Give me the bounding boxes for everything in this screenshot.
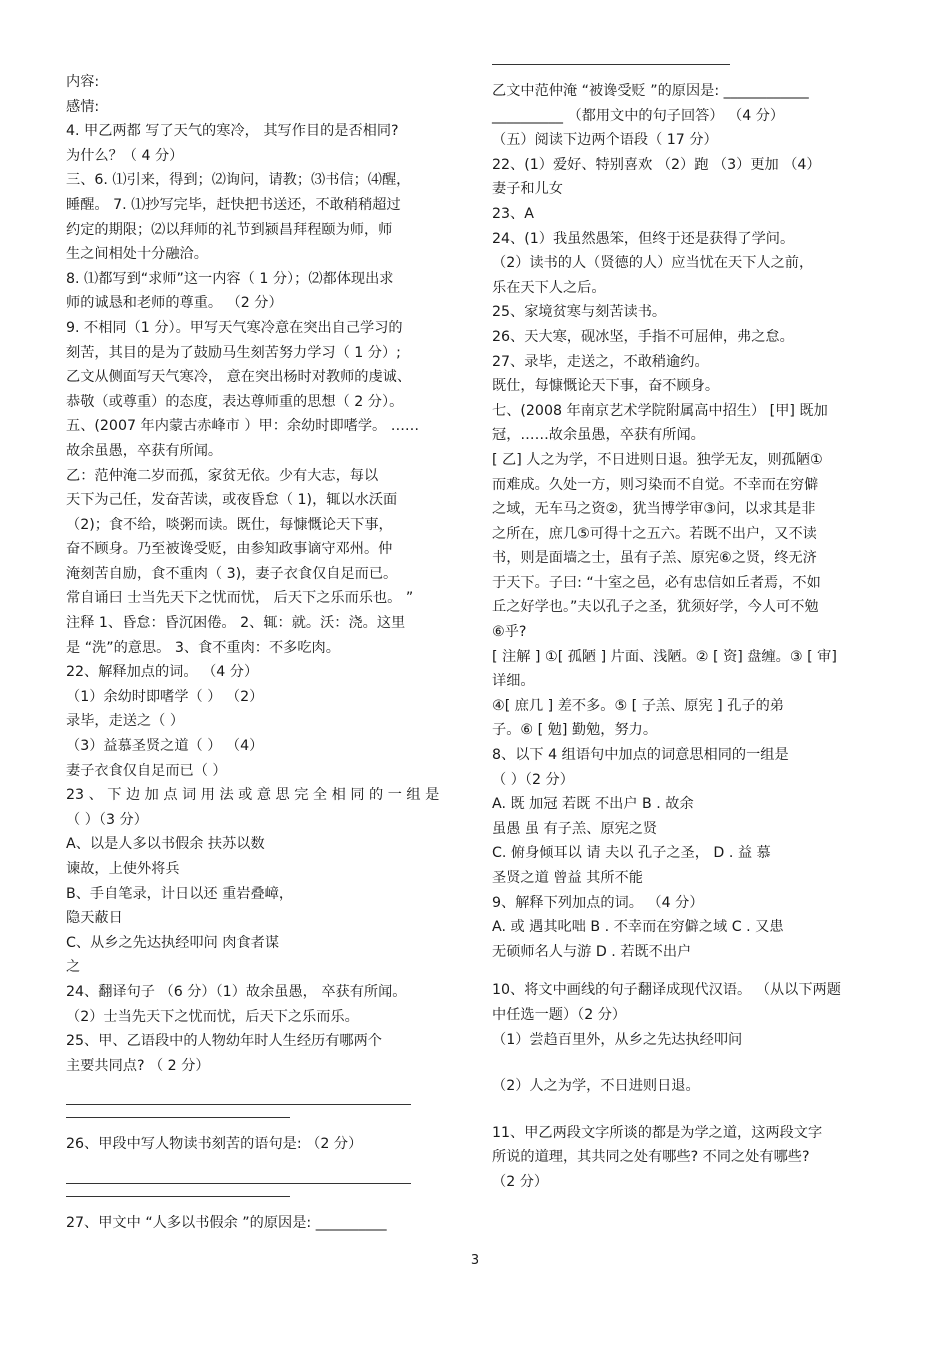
text-line: 24、翻译句子 （6 分）（1）故余虽愚， 卒获有所闻。 <box>66 983 407 1000</box>
text-line: 27、甲文中 “人多以书假余 ”的原因是: __________ <box>66 1214 387 1231</box>
text-line: 淹刻苦自励，食不重肉（ 3)，妻子衣食仅自足而已。 <box>66 565 398 582</box>
text-line: 常自诵曰 士当先天下之忧而忧， 后天下之乐而乐也。 ” <box>66 590 414 607</box>
text-line: 谏故，上使外将兵 <box>66 861 180 877</box>
text-line: 26、天大寒，砚冰坚，手指不可屈伸，弗之怠。 <box>492 328 794 345</box>
text-line: 主要共同点? （ 2 分） <box>66 1057 210 1074</box>
text-line: __________ （都用文中的句子回答） （4 分） <box>492 107 785 124</box>
text-line: 恭敬（或尊重）的态度，表达尊师重的思想（ 2 分）。 <box>66 393 404 410</box>
text-line: （2）士当先天下之忧而忧，后天下之乐而乐。 <box>66 1008 359 1025</box>
text-line: 约定的期限；⑵以拜师的礼节到颍昌拜程颐为师，师 <box>66 221 393 238</box>
text-line: 8、以下 4 组语句中加点的词意思相同的一组是 <box>492 747 789 764</box>
text-line: 奋不顾身。乃至被谗受贬，由参知政事谪守邓州。仲 <box>66 541 393 558</box>
text-line: B、手自笔录，计日以还 重岩叠嶂， <box>66 885 294 902</box>
text-line: 子。⑥ [ 勉] 勤勉，努力。 <box>492 722 658 739</box>
text-line: A. 或 遇其叱咄 B . 不幸而在穷僻之域 C . 又患 <box>492 919 784 936</box>
text-line: 25、甲、乙语段中的人物幼年时人生经历有哪两个 <box>66 1033 382 1050</box>
text-line: 妻子衣食仅自足而已（ ） <box>66 762 227 779</box>
text-line: 三、6. ⑴引来，得到；⑵询问，请教；⑶书信；⑷醒， <box>66 172 411 189</box>
text-line: [ 乙] 人之为学，不日进则日退。独学无友，则孤陋① <box>492 451 823 468</box>
text-line: A. 既 加冠 若既 不出户 B . 故余 <box>492 796 694 813</box>
question-10: 中任选一题）（2 分） <box>492 1006 627 1023</box>
text-line: 26、甲段中写人物读书刻苦的语句是: （2 分） <box>66 1136 363 1153</box>
text-line: 乐在天下人之后。 <box>492 279 606 296</box>
answer-blank-line <box>66 1104 411 1105</box>
text-line: （ ）（2 分） <box>492 771 574 788</box>
question-11: 所说的道理，其共同之处有哪些? 不同之处有哪些? <box>492 1149 810 1166</box>
text-line: 之 <box>66 959 81 976</box>
text-line: 睡醒。 7. ⑴抄写完毕，赶快把书送还，不敢稍稍超过 <box>66 196 401 213</box>
question-10-option-2: （2）人之为学，不日进则日退。 <box>492 1078 700 1095</box>
answer-blank-line <box>492 64 730 65</box>
text-line: 之域，无车马之资②，犹当博学审③问，以求其是非 <box>492 501 816 518</box>
text-line: C、从乡之先达执经叩问 肉食者谋 <box>66 934 280 951</box>
text-line: 既仕，每慷慨论天下事，奋不顾身。 <box>492 378 720 395</box>
text-line: 圣贤之道 曾益 其所不能 <box>492 870 643 886</box>
text-line: （ ）（3 分） <box>66 811 148 828</box>
text-line: ④[ 庶几 ] 差不多。⑤ [ 子羔、原宪 ] 孔子的弟 <box>492 697 784 714</box>
text-line: 隐天蔽日 <box>66 910 123 927</box>
text-line: C. 俯身倾耳以 请 夫以 孔子之圣， D . 益 慕 <box>492 845 771 862</box>
question-10: 10、将文中画线的句子翻译成现代汉语。 （从以下两题 <box>492 982 841 999</box>
text-line: 五、(2007 年内蒙古赤峰市 ）甲：余幼时即嗜学。 …… <box>66 418 420 435</box>
text-line: 无硕师名人与游 D . 若既不出户 <box>492 943 692 960</box>
text-line: 乙文从侧面写天气寒冷， 意在突出杨时对教师的虔诚、 <box>66 369 412 386</box>
text-line: 22、解释加点的词。 （4 分） <box>66 664 259 681</box>
text-line: 内容: <box>66 74 100 90</box>
text-line: 注释 1、昏怠：昏沉困倦。 2、辄：就。沃：浇。这里 <box>66 615 406 632</box>
text-line: 24、(1）我虽然愚笨，但终于还是获得了学问。 <box>492 230 795 247</box>
text-line: 9、解释下列加点的词。 （4 分） <box>492 894 704 911</box>
text-line: （1）余幼时即嗜学（ ） （2） <box>66 688 264 705</box>
text-line: [ 注解 ] ①[ 孤陋 ] 片面、浅陋。② [ 资] 盘缠。③ [ 审] <box>492 648 837 665</box>
text-line: 虽愚 虽 有子羔、原宪之贤 <box>492 820 658 837</box>
text-line: 冠，……故余虽愚，卒获有所闻。 <box>492 427 705 444</box>
text-line: 丘之好学也。”夫以孔子之圣，犹须好学，今人可不勉 <box>492 599 819 616</box>
text-line: 感情: <box>66 98 100 115</box>
text-line: 乙：范仲淹二岁而孤，家贫无依。少有大志，每以 <box>66 467 379 484</box>
text-line: 8. ⑴都写到“求师”这一内容（ 1 分）；⑵都体现出求 <box>66 270 394 287</box>
text-line: 4. 甲乙两都 写了天气的寒冷， 其写作目的是否相同? <box>66 123 399 140</box>
text-line: 师的诚恳和老师的尊重。 （2 分） <box>66 295 283 312</box>
text-line: 而难成。久处一方，则习染而不自觉。不幸而在穷僻 <box>492 476 819 493</box>
text-line: 详细。 <box>492 673 535 690</box>
text-line: （2）读书的人（贤德的人）应当忧在天下人之前， <box>492 255 814 272</box>
text-line: （五）阅读下边两个语段（ 17 分） <box>492 132 718 149</box>
text-line: 为什么？（ 4 分） <box>66 147 184 164</box>
text-line: （3）益慕圣贤之道（ ） （4） <box>66 738 264 755</box>
question-11: 11、甲乙两段文字所谈的都是为学之道，这两段文字 <box>492 1124 823 1141</box>
text-line: 刻苦，其目的是为了鼓励马生刻苦努力学习（ 1 分）; <box>66 344 401 361</box>
text-line: 录毕，走送之（ ） <box>66 713 185 730</box>
text-line: （2)；食不给，啖粥而读。既仕，每慷慨论天下事， <box>66 516 393 533</box>
question-11: （2 分） <box>492 1173 549 1190</box>
text-line: 生之间相处十分融洽。 <box>66 246 208 263</box>
text-line: 是 “洗”的意思。 3、食不重肉：不多吃肉。 <box>66 639 340 656</box>
text-line: 妻子和儿女 <box>492 181 563 198</box>
text-line: A、以是人多以书假余 扶苏以数 <box>66 836 265 853</box>
answer-blank-line <box>66 1183 411 1184</box>
page-number: 3 <box>470 1253 480 1268</box>
text-line: 27、录毕，走送之，不敢稍逾约。 <box>492 353 709 370</box>
text-line: 书，则是面墙之士，虽有子羔、原宪⑥之贤，终无济 <box>492 550 817 567</box>
left-column <box>66 70 466 1236</box>
text-line: 故余虽愚，卒获有所闻。 <box>66 442 223 459</box>
text-line: 于天下。子曰: “十室之邑，必有忠信如丘者焉，不如 <box>492 574 821 591</box>
text-line: 23 、 下 边 加 点 词 用 法 或 意 思 完 全 相 同 的 一 组 是 <box>66 787 440 804</box>
text-line: 之所在，庶几⑤可得十之五六。若既不出户，又不读 <box>492 525 817 542</box>
text-line: 天下为己任，发奋苦读，或夜昏怠（ 1)，辄以水沃面 <box>66 492 398 509</box>
text-line: 25、家境贫寒与刻苦读书。 <box>492 304 667 321</box>
text-line: 乙文中范仲淹 “被谗受贬 ”的原因是: ____________ <box>492 83 809 99</box>
question-10-option-1: （1）尝趋百里外，从乡之先达执经叩问 <box>492 1031 743 1048</box>
right-column <box>492 70 884 1195</box>
text-line: ⑥乎? <box>492 624 527 641</box>
text-line: 23、A <box>492 205 534 222</box>
text-line: 9. 不相同（1 分）。甲写天气寒冷意在突出自己学习的 <box>66 319 403 336</box>
text-line: 22、(1）爱好、特别喜欢 （2）跑 （3）更加 （4） <box>492 156 821 173</box>
text-line: 七、(2008 年南京艺术学院附属高中招生） [甲] 既加 <box>492 402 828 419</box>
